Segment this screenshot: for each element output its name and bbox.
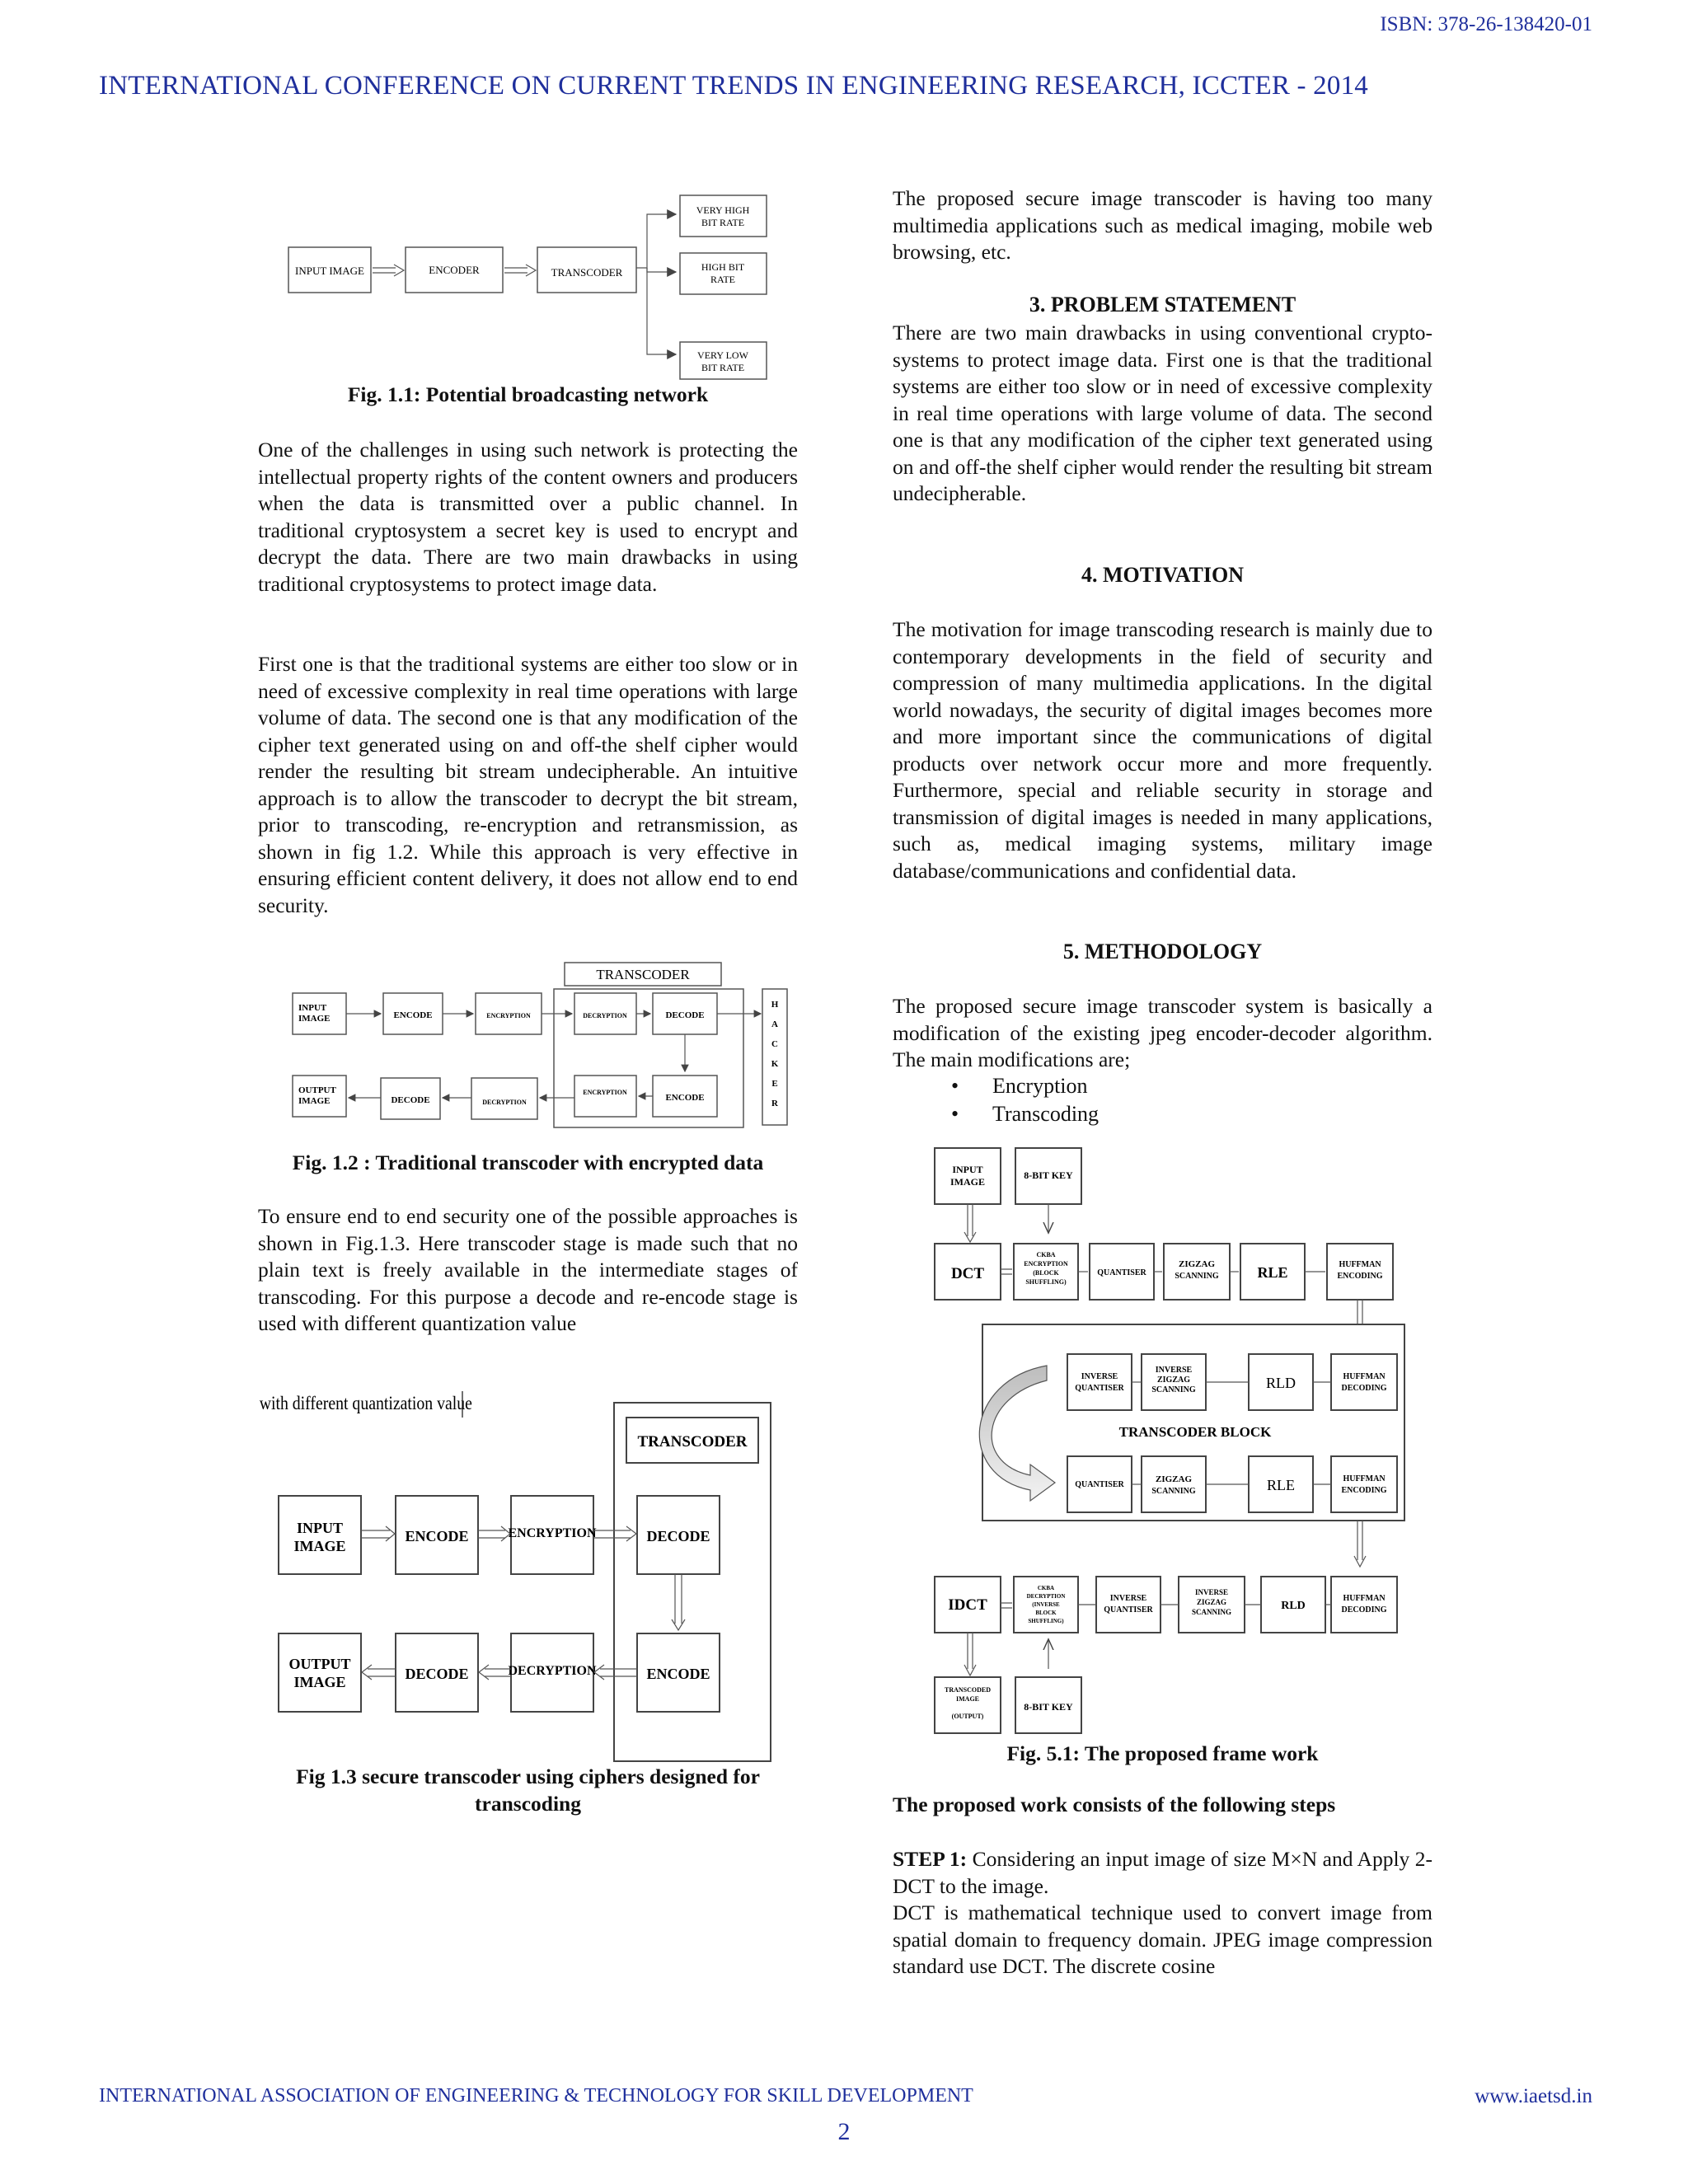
svg-text:DECODE: DECODE [391,1095,430,1105]
svg-text:BIT RATE: BIT RATE [701,362,745,373]
svg-text:SHUFFLING): SHUFFLING) [1028,1618,1064,1624]
svg-text:ENCRYPTION: ENCRYPTION [486,1012,531,1019]
svg-text:RLE: RLE [1257,1264,1288,1281]
svg-text:ZIGZAG: ZIGZAG [1155,1474,1193,1484]
svg-text:DECRYPTION: DECRYPTION [482,1099,527,1106]
svg-text:QUANTISER: QUANTISER [1075,1480,1124,1489]
fig-1-2-caption: Fig. 1.2 : Traditional transcoder with encrypted data [292,1151,764,1174]
right-paragraph-problem: There are two main drawbacks in using conventional crypto-systems to protect image data. First one is that the traditional systems are either too slow or in need of excessive complexity in real time operations with large volume of data. The second one is that any modification of the cipher text generated using on and off-the shelf cipher would render the resulting bit stream undecipherable. [893,321,1432,505]
svg-text:QUANTISER: QUANTISER [1104,1605,1153,1615]
svg-text:H: H [771,1000,779,1010]
svg-text:DECODE: DECODE [665,1010,705,1020]
svg-text:DECODING: DECODING [1341,1384,1387,1393]
figure-1-3-secure-transcoder [258,1385,785,1764]
svg-text:ENCODE: ENCODE [665,1093,705,1103]
svg-text:(OUTPUT): (OUTPUT) [951,1713,984,1720]
svg-text:ENCODE: ENCODE [405,1528,469,1544]
svg-text:8-BIT KEY: 8-BIT KEY [1024,1701,1073,1713]
left-paragraph-2: First one is that the traditional systems are either too slow or in need of excessive complexity in real time operations with large volume of data. The second one is that any modification of the cipher text generated using on and off-the shelf cipher would render the resulting bit stream undecipherable. An intuitive approach is to allow the transcoder to decrypt the bit stream, prior to transcoding, re-encryption and retransmission, as shown in fig 1.2. While this approach is very effective in ensuring efficient content delivery, it does not allow end to end security. [258,652,798,917]
svg-text:INVERSE: INVERSE [1109,1594,1147,1603]
svg-text:DECRYPTION: DECRYPTION [583,1012,627,1019]
svg-text:IMAGE: IMAGE [293,1538,346,1554]
very-high-bitrate-box [680,195,767,237]
svg-text:INVERSE: INVERSE [1194,1588,1229,1596]
svg-text:INVERSE: INVERSE [1081,1372,1118,1381]
figure-1-1-broadcasting-network [280,185,775,383]
svg-text:TRANSCODED: TRANSCODED [944,1686,992,1694]
transcoder-block-title: TRANSCODER BLOCK [1118,1424,1272,1440]
svg-text:E: E [771,1079,778,1089]
heading-motivation: 4. MOTIVATION [1081,563,1244,587]
svg-text:ENCRYPTION: ENCRYPTION [583,1089,627,1096]
svg-text:INPUT: INPUT [296,1520,344,1536]
left-paragraph-1: One of the challenges in using such network is protecting the intellectual property rights of the content owners and producers when the data is transmitted over a public channel. In traditional cryptosystem a secret key is used to encrypt and decrypt the data. There are two main drawbacks in using traditional cryptosystems to protect image data. [258,438,798,596]
svg-text:ENCODING: ENCODING [1337,1272,1383,1281]
svg-text:HUFFMAN: HUFFMAN [1343,1372,1386,1381]
conference-title: INTERNATIONAL CONFERENCE ON CURRENT TRENDS IN ENGINEERING RESEARCH, ICCTER - 2014 [99,71,1368,101]
svg-text:ENCODING: ENCODING [1341,1486,1387,1495]
svg-text:CKBA: CKBA [1037,1585,1055,1591]
svg-text:ENCODE: ENCODE [393,1010,433,1020]
svg-text:ENCRYPTION: ENCRYPTION [1024,1260,1068,1268]
transcoder-title: TRANSCODER [637,1433,748,1451]
svg-text:VERY HIGH: VERY HIGH [696,204,750,216]
input-image-label: INPUT IMAGE [295,265,364,277]
svg-text:IDCT: IDCT [948,1596,987,1614]
footer-association: INTERNATIONAL ASSOCIATION OF ENGINEERING & TECHNOLOGY FOR SKILL DEVELOPMENT [99,2085,973,2107]
figure-1-2-traditional-transcoder [280,956,791,1129]
page-number: 2 [837,2118,851,2145]
svg-text:HIGH BIT: HIGH BIT [701,261,745,273]
svg-text:DECODE: DECODE [405,1666,469,1682]
svg-text:HUFFMAN: HUFFMAN [1343,1474,1386,1483]
svg-text:INPUT: INPUT [952,1164,983,1175]
svg-text:SCANNING: SCANNING [1191,1608,1232,1616]
svg-text:R: R [771,1099,778,1108]
svg-text:IMAGE: IMAGE [950,1176,985,1188]
footer-website[interactable]: www.iaetsd.in [1475,2085,1592,2107]
svg-text:DECODING: DECODING [1341,1605,1387,1615]
svg-text:HUFFMAN: HUFFMAN [1339,1260,1381,1269]
right-paragraph-methodology: The proposed secure image transcoder system is basically a modification of the existing jpeg encoder-decoder algorithm. The main modifications are; [893,994,1432,1071]
figure-5-1-proposed-framework [923,1141,1409,1735]
step-1-paragraph: STEP 1: Considering an input image of size M×N and Apply 2-DCT to the image. DCT is mathematical technique used to convert image from spatial domain to frequency domain. JPEG image compression standard use DCT. The discrete cosine [893,1846,1432,1980]
svg-text:ENCRYPTION: ENCRYPTION [508,1526,597,1540]
step-1-label: STEP 1: [893,1847,968,1871]
svg-text:DECRYPTION: DECRYPTION [508,1664,597,1678]
svg-text:BLOCK: BLOCK [1035,1610,1057,1616]
fig-1-1-caption: Fig. 1.1: Potential broadcasting network [347,382,709,406]
transcoder-label: TRANSCODER [551,266,623,279]
svg-text:INVERSE: INVERSE [1155,1366,1193,1375]
heading-problem-statement: 3. PROBLEM STATEMENT [1029,293,1296,316]
right-paragraph-intro: The proposed secure image transcoder is having too many multimedia applications such as medical imaging, mobile web browsing, etc. [893,186,1432,264]
svg-text:DCT: DCT [950,1265,985,1282]
svg-text:A: A [771,1019,778,1029]
left-paragraph-3: To ensure end to end security one of the possible approaches is shown in Fig.1.3. Here transcoder stage is made such that no plain text is freely available in the intermediate stages of transcoding. For this purpose a decode and re-encode stage is used with different quantization value [258,1204,798,1335]
transcoder-title: TRANSCODER [596,967,690,982]
svg-text:DECRYPTION: DECRYPTION [1026,1593,1066,1600]
svg-text:IMAGE: IMAGE [956,1695,979,1703]
svg-text:QUANTISER: QUANTISER [1097,1268,1146,1277]
svg-text:QUANTISER: QUANTISER [1075,1384,1124,1393]
bullet-encryption: • Encryption [951,1074,1088,1098]
svg-text:RLE: RLE [1267,1477,1295,1493]
encoder-label: ENCODER [429,264,480,276]
svg-text:RLD: RLD [1281,1600,1306,1612]
svg-text:(BLOCK: (BLOCK [1033,1269,1059,1277]
svg-text:IMAGE: IMAGE [298,1096,331,1106]
handwritten-note: with different quantization value [259,1392,472,1414]
svg-text:C: C [771,1039,778,1049]
svg-text:RATE: RATE [710,274,735,285]
svg-text:IMAGE: IMAGE [293,1674,346,1690]
svg-text:SCANNING: SCANNING [1151,1385,1196,1394]
svg-text:SHUFFLING): SHUFFLING) [1025,1278,1067,1286]
bullet-transcoding: • Transcoding [951,1102,1100,1126]
heading-methodology: 5. METHODOLOGY [1062,940,1263,963]
svg-text:ENCODE: ENCODE [646,1666,710,1682]
svg-text:(INVERSE: (INVERSE [1032,1601,1060,1608]
svg-text:K: K [771,1059,779,1069]
svg-text:HUFFMAN: HUFFMAN [1343,1594,1386,1603]
svg-text:RLD: RLD [1266,1375,1296,1391]
isbn-label: ISBN: 378-26-138420-01 [1380,13,1592,35]
svg-text:ZIGZAG: ZIGZAG [1196,1598,1227,1606]
svg-text:DECODE: DECODE [646,1528,710,1544]
svg-text:8-BIT KEY: 8-BIT KEY [1024,1169,1073,1181]
svg-text:VERY LOW: VERY LOW [697,349,748,361]
fig-1-3-caption: Fig 1.3 secure transcoder using ciphers designed for transcoding [296,1765,760,1816]
svg-text:IMAGE: IMAGE [298,1014,331,1024]
svg-text:OUTPUT: OUTPUT [298,1085,336,1095]
svg-text:SCANNING: SCANNING [1175,1272,1219,1281]
dct-paragraph: DCT is mathematical technique used to convert image from spatial domain to frequency domain. JPEG image compression standard use DCT. The discrete cosine [893,1900,1432,1978]
steps-heading: The proposed work consists of the following steps [893,1793,1336,1816]
fig-5-1-caption: Fig. 5.1: The proposed frame work [1006,1741,1319,1765]
svg-text:INPUT: INPUT [298,1003,327,1013]
svg-text:CKBA: CKBA [1036,1251,1056,1258]
right-paragraph-motivation: The motivation for image transcoding research is mainly due to contemporary developments in the field of security and compression of many multimedia applications. In the digital world nowadays, the security of digital images becomes more and more important since the communications of digital products over network occur more and more frequently. Furthermore, special and reliable security in storage and transmission of digital images is needed in many applications, such as, medical imaging systems, military image database/communications and confidential data. [893,617,1432,883]
svg-text:BIT RATE: BIT RATE [701,217,745,228]
svg-text:ZIGZAG: ZIGZAG [1156,1376,1191,1385]
svg-text:OUTPUT: OUTPUT [288,1656,351,1672]
svg-text:SCANNING: SCANNING [1151,1487,1196,1496]
svg-text:ZIGZAG: ZIGZAG [1178,1259,1216,1269]
